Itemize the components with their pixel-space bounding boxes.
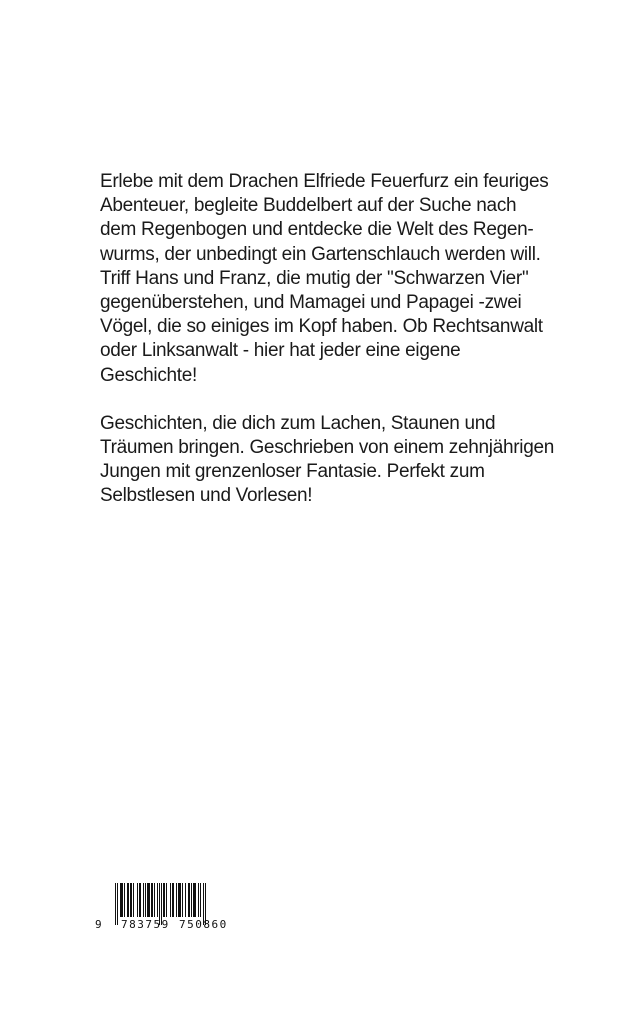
blurb-line: Vögel, die so einiges im Kopf haben. Ob Rechtsanwalt [100, 316, 543, 338]
blurb-text [100, 170, 554, 509]
barcode-bar [185, 883, 186, 917]
barcode-bar [147, 883, 150, 917]
barcode-bar [124, 883, 125, 917]
barcode-bar [133, 883, 134, 917]
barcode-bar [182, 883, 183, 917]
blurb-line: wurms, der unbedingt ein Gartenschlauch werden will. [100, 243, 541, 265]
blurb-line: Triff Hans und Franz, die mutig der "Schwarzen Vier" [100, 267, 529, 289]
barcode-bar [117, 883, 118, 925]
barcode-bar [139, 883, 141, 917]
barcode-bar [145, 883, 146, 917]
barcode-right-group: 750860 [179, 918, 228, 931]
barcode-bar [200, 883, 201, 917]
blurb-paragraph-2 [100, 412, 554, 509]
barcode-bar [188, 883, 190, 917]
isbn-barcode [95, 883, 255, 935]
barcode-bar [137, 883, 138, 917]
barcode-bar [154, 883, 155, 917]
blurb-line: Selbstlesen und Vorlesen! [100, 485, 313, 507]
barcode-bar [170, 883, 171, 917]
barcode-bar [191, 883, 192, 917]
barcode-bar [178, 883, 181, 917]
barcode-bar [163, 883, 165, 917]
blurb-line: oder Linksanwalt - hier hat jeder eine eigene [100, 340, 461, 362]
blurb-paragraph-1 [100, 170, 550, 388]
blurb-line: Geschichten, die dich zum Lachen, Staunen und [100, 412, 496, 434]
barcode-bar [193, 883, 196, 917]
blurb-line: gegenüberstehen, und Mamagei und Papagei -zwei [100, 292, 522, 314]
blurb-line: dem Regenbogen und entdecke die Welt des Regen- [100, 219, 534, 241]
barcode-bar [143, 883, 144, 917]
barcode-bar [127, 883, 129, 917]
barcode-bar [166, 883, 167, 917]
barcode-left-group: 783759 [121, 918, 170, 931]
barcode-bar [176, 883, 177, 917]
barcode-bar [198, 883, 199, 917]
blurb-line: Erlebe mit dem Drachen Elfriede Feuerfurz ein feuriges [100, 171, 549, 192]
barcode-bar [120, 883, 123, 917]
barcode-bar [151, 883, 153, 917]
barcode-bar [115, 883, 116, 925]
blurb-line: Abenteuer, begleite Buddelbert auf der Suche nach [100, 195, 517, 217]
blurb-line: Träumen bringen. Geschrieben von einem zehnjährigen [100, 437, 554, 459]
barcode-bar [172, 883, 174, 917]
barcode-bar [157, 883, 158, 917]
blurb-line: Jungen mit grenzenloser Fantasie. Perfekt zum [100, 461, 485, 483]
blurb-line: Geschichte! [100, 364, 198, 386]
barcode-bar [130, 883, 132, 917]
barcode-lead-digit: 9 [95, 918, 102, 931]
